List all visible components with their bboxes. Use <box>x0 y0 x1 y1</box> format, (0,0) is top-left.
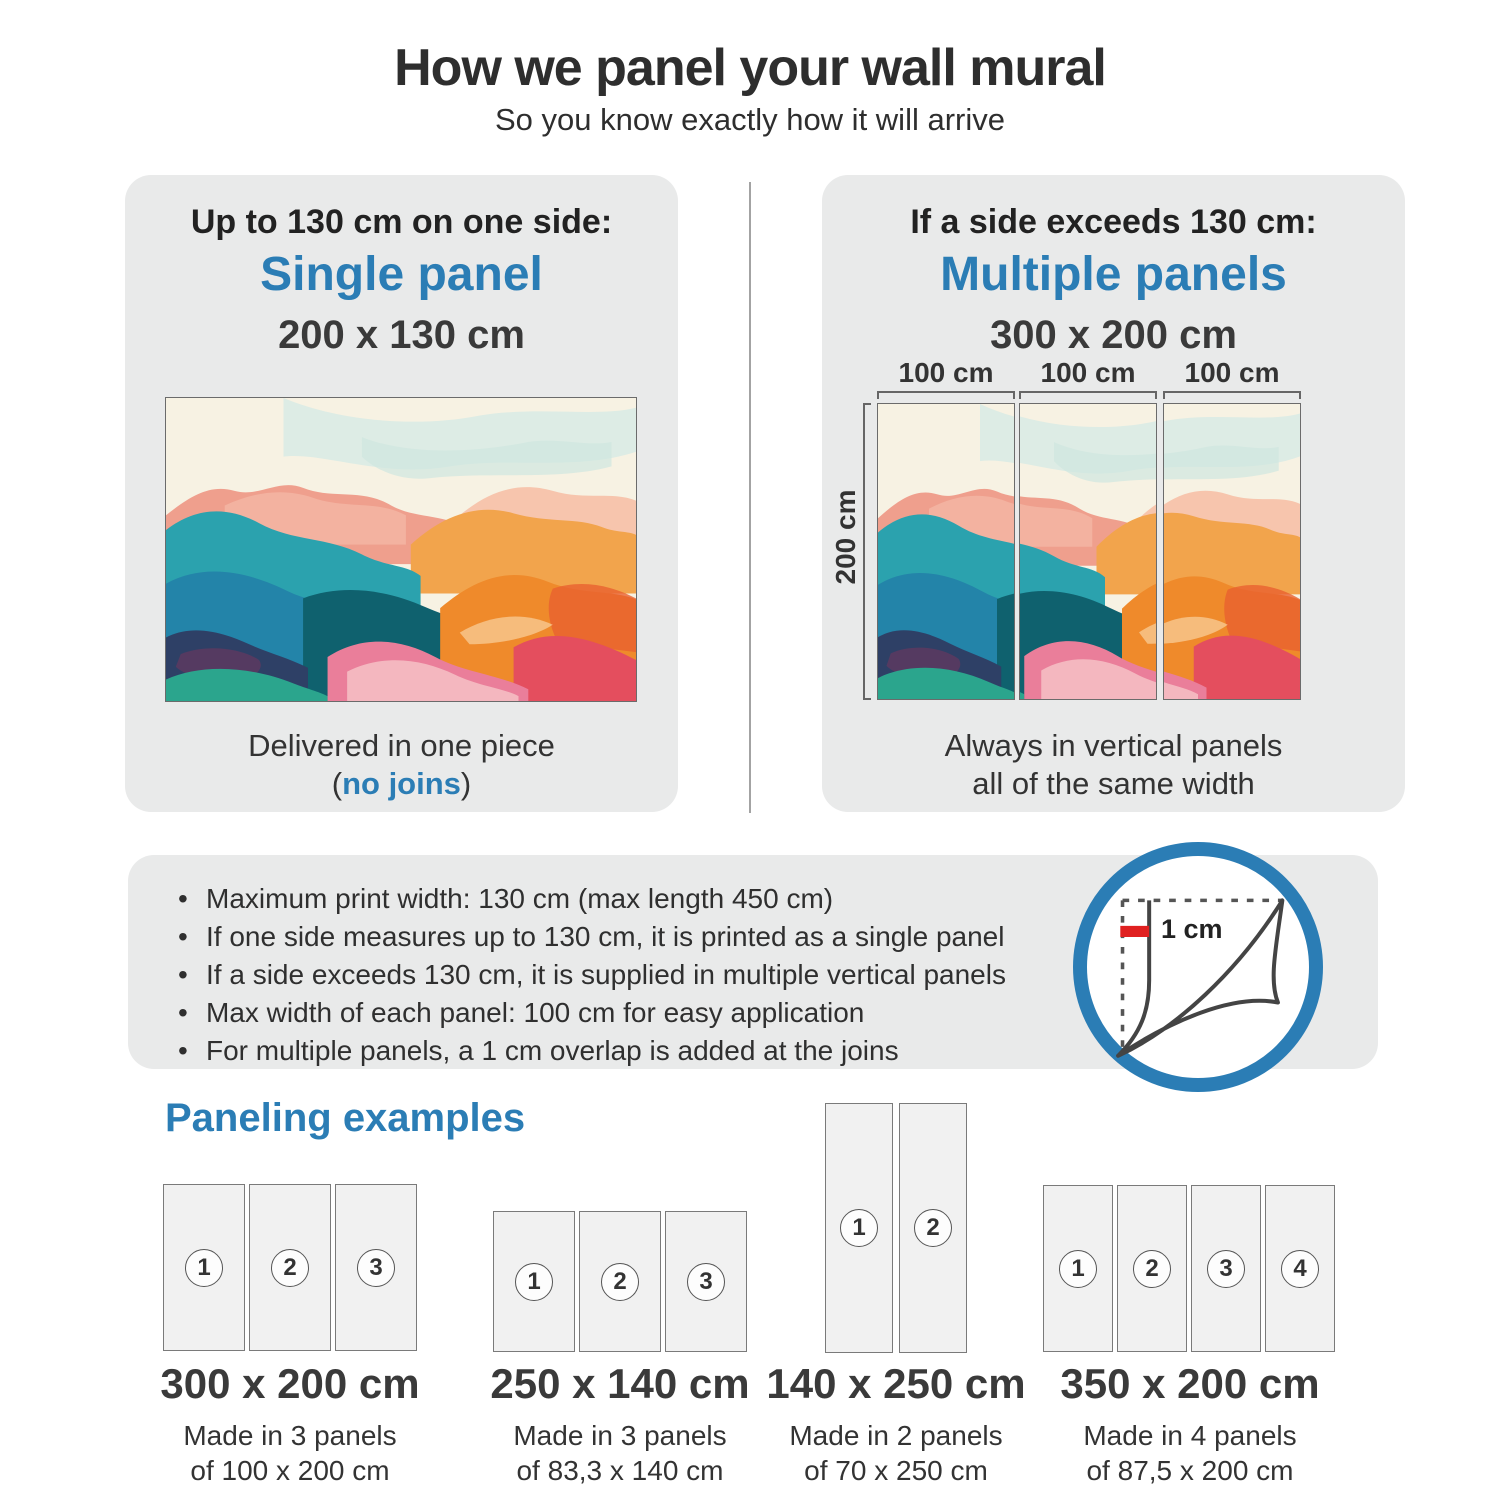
overlap-circle-icon <box>1073 842 1323 1092</box>
overlap-size-label: 1 cm <box>1161 914 1223 944</box>
info-bullet: • Maximum print width: 130 cm (max length 450 cm) <box>168 880 1378 918</box>
example-size: 300 x 200 cm <box>160 1360 420 1407</box>
multiple-panels-card <box>822 175 1405 812</box>
mural-panel-slice-3 <box>1163 403 1301 700</box>
single-panel-caption: Delivered in one piece <box>248 728 555 763</box>
info-bullet: • For multiple panels, a 1 cm overlap is added at the joins <box>168 1032 1378 1070</box>
example-panel <box>825 1103 893 1353</box>
example-panel <box>1043 1185 1113 1352</box>
info-bullet: • Max width of each panel: 100 cm for easy application <box>168 994 1378 1032</box>
multiple-panels-caption-1: Always in vertical panels <box>944 728 1283 763</box>
single-panel-mural-image <box>165 397 637 702</box>
single-panel-heading: Single panel <box>260 248 543 301</box>
width-label-1: 100 cm <box>898 357 994 388</box>
panel-number-badge: 2 <box>271 1249 309 1287</box>
panel-number-badge: 1 <box>515 1263 553 1301</box>
panel-number-badge: 3 <box>687 1263 725 1301</box>
example-3-panel-strip <box>825 1103 967 1353</box>
example-size: 250 x 140 cm <box>490 1360 750 1407</box>
example-panel <box>249 1184 331 1351</box>
example-panel <box>665 1211 747 1352</box>
width-label-2: 100 cm <box>1040 357 1136 388</box>
example-4-caption <box>1030 1360 1350 1488</box>
panel-number-badge: 1 <box>840 1209 878 1247</box>
single-panel-card <box>125 175 678 812</box>
paren-close: ) <box>460 766 472 801</box>
example-panel <box>899 1103 967 1353</box>
example-size: 350 x 200 cm <box>1060 1360 1320 1407</box>
example-4-panel-strip <box>1043 1185 1335 1352</box>
panel-number-badge: 1 <box>1059 1250 1097 1288</box>
example-panel <box>335 1184 417 1351</box>
multiple-panels-size: 300 x 200 cm <box>990 313 1237 357</box>
multiple-panels-condition: If a side exceeds 130 cm: <box>910 203 1317 241</box>
example-panel <box>1191 1185 1261 1352</box>
width-label-3: 100 cm <box>1184 357 1280 388</box>
info-bullet: • If one side measures up to 130 cm, it is printed as a single panel <box>168 918 1378 956</box>
panel-number-badge: 1 <box>185 1249 223 1287</box>
example-detail: of 100 x 200 cm <box>190 1455 390 1486</box>
example-panel <box>1117 1185 1187 1352</box>
example-1-panel-strip <box>163 1184 417 1351</box>
width-bracket-2 <box>1019 391 1157 399</box>
mural-panel-slice-1 <box>877 403 1015 700</box>
no-joins-highlight: no joins <box>342 766 461 801</box>
example-panel <box>493 1211 575 1352</box>
example-detail: Made in 3 panels <box>513 1420 727 1451</box>
width-bracket-1 <box>877 391 1015 399</box>
panel-number-badge: 2 <box>914 1209 952 1247</box>
multiple-panels-caption-2: all of the same width <box>972 766 1255 801</box>
example-panel <box>579 1211 661 1352</box>
single-panel-size: 200 x 130 cm <box>278 313 525 357</box>
example-detail: Made in 2 panels <box>789 1420 1003 1451</box>
example-detail: Made in 3 panels <box>183 1420 397 1451</box>
panel-number-badge: 3 <box>1207 1250 1245 1288</box>
example-detail: of 83,3 x 140 cm <box>516 1455 724 1486</box>
vertical-divider <box>749 182 751 813</box>
panel-number-badge: 3 <box>357 1249 395 1287</box>
single-panel-caption-joins <box>125 766 678 802</box>
panel-number-badge: 4 <box>1281 1250 1319 1288</box>
example-detail: of 70 x 250 cm <box>804 1455 988 1486</box>
examples-heading: Paneling examples <box>165 1096 526 1140</box>
paren-open: ( <box>331 766 343 801</box>
example-panel <box>1265 1185 1335 1352</box>
example-2-caption <box>460 1360 780 1488</box>
example-panel <box>163 1184 245 1351</box>
height-label: 200 cm <box>830 489 861 585</box>
example-2-panel-strip <box>493 1211 747 1352</box>
panel-number-badge: 2 <box>601 1263 639 1301</box>
example-detail: of 87,5 x 200 cm <box>1086 1455 1294 1486</box>
panel-number-badge: 2 <box>1133 1250 1171 1288</box>
multiple-panels-heading: Multiple panels <box>940 248 1287 301</box>
page-curl-icon <box>1087 856 1309 1078</box>
mural-panel-slice-2 <box>1019 403 1157 700</box>
info-bullet: • If a side exceeds 130 cm, it is supplied in multiple vertical panels <box>168 956 1378 994</box>
page-subtitle: So you know exactly how it will arrive <box>495 102 1005 137</box>
height-bracket <box>863 403 871 700</box>
width-bracket-3 <box>1163 391 1301 399</box>
example-detail: Made in 4 panels <box>1083 1420 1297 1451</box>
single-panel-condition: Up to 130 cm on one side: <box>190 203 613 241</box>
example-1-caption <box>130 1360 450 1488</box>
example-3-caption <box>736 1360 1056 1488</box>
example-size: 140 x 250 cm <box>766 1360 1026 1407</box>
page-title: How we panel your wall mural <box>394 39 1106 97</box>
